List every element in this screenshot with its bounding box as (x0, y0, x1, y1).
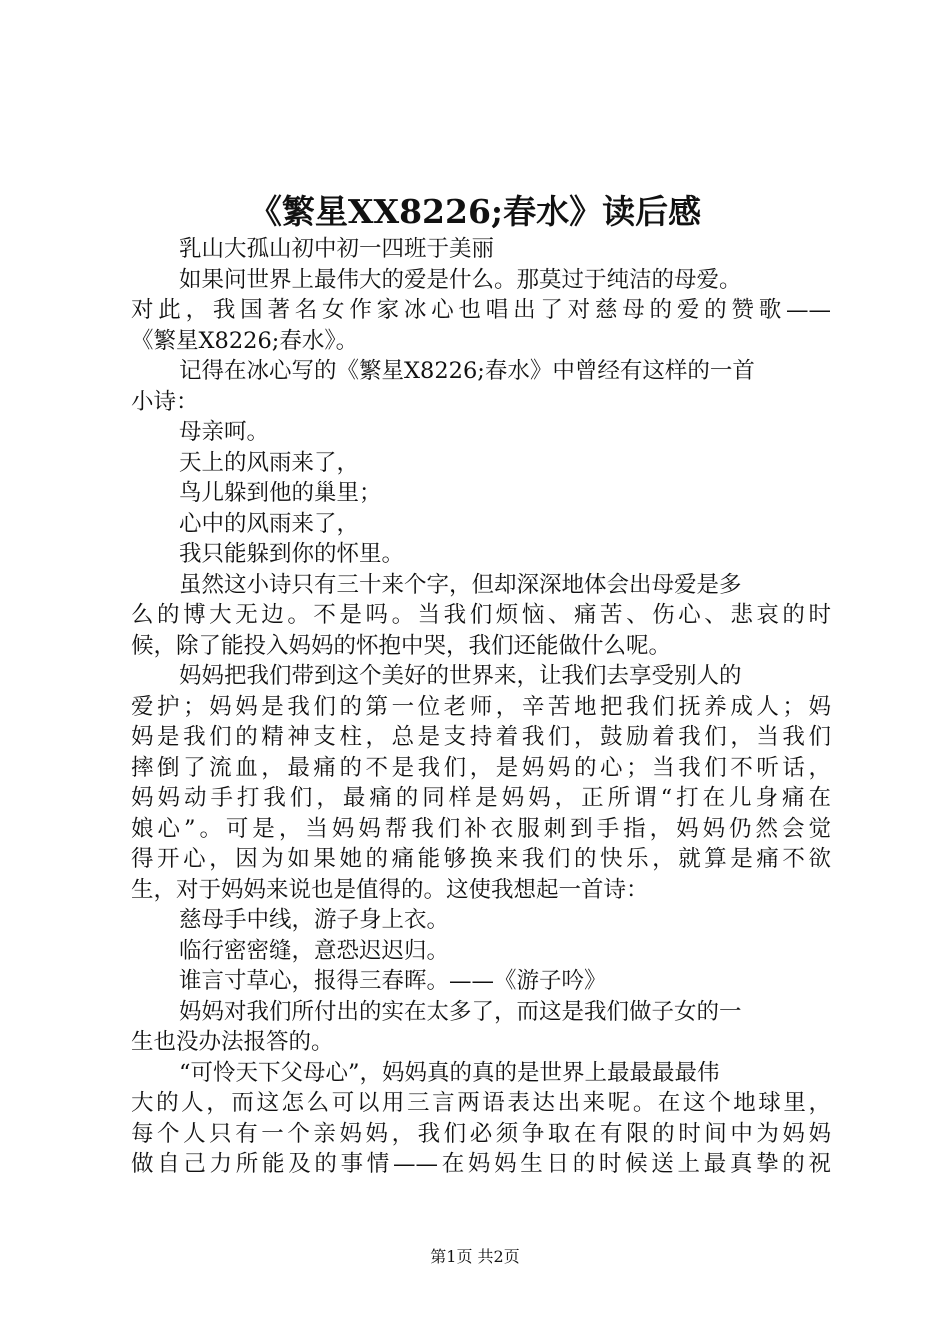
paragraph-line: 记得在冰心写的《繁星X8226;春水》中曾经有这样的一首 (179, 358, 755, 384)
paragraph-line: 每个人只有一个亲妈妈，我们必须争取在有限的时间中为妈妈 (131, 1120, 831, 1147)
paragraph-line: 妈妈把我们带到这个美好的世界来，让我们去享受别人的 (179, 663, 742, 689)
paragraph-line: 虽然这小诗只有三十来个字，但却深深地体会出母爱是多 (179, 571, 742, 598)
paragraph-line: 大的人，而这怎么可以用三言两语表达出来呢。在这个地球里， (131, 1090, 831, 1116)
paragraph-line: 妈是我们的精神支柱，总是支持着我们，鼓励着我们，当我们 (131, 724, 831, 750)
poem-line: 母亲呵。 (179, 419, 270, 445)
paragraph-line: 对此，我国著名女作家冰心也唱出了对慈母的爱的赞歌—— (131, 297, 831, 323)
paragraph-line: 小诗： (131, 388, 199, 415)
document-title: 《繁星XX8226;春水》读后感 (248, 192, 702, 231)
poem-line: 鸟儿躲到他的巢里； (179, 480, 382, 506)
paragraph-line: 候，除了能投入妈妈的怀抱中哭，我们还能做什么呢。 (131, 632, 672, 659)
paragraph-line: 么的博大无边。不是吗。当我们烦恼、痛苦、伤心、悲哀的时 (131, 602, 831, 628)
author-line: 乳山大孤山初中初一四班于美丽 (179, 236, 495, 262)
paragraph-line: 娘心”。可是，当妈妈帮我们补衣服刺到手指，妈妈仍然会觉 (131, 815, 831, 842)
paragraph-line: 《繁星X8226;春水》。 (131, 327, 359, 354)
poem-line: 谁言寸草心，报得三春晖。——《游子吟》 (179, 968, 607, 994)
paragraph-line: 得开心，因为如果她的痛能够换来我们的快乐，就算是痛不欲 (131, 846, 831, 872)
page-number-footer: 第1页 共2页 (430, 1247, 520, 1266)
poem-line: 天上的风雨来了， (179, 449, 360, 476)
document-body (131, 234, 831, 1180)
paragraph-line: 生也没办法报答的。 (131, 1029, 334, 1055)
paragraph-line: 如果问世界上最伟大的爱是什么。那莫过于纯洁的母爱。 (179, 266, 742, 293)
paragraph-line: “可怜天下父母心”，妈妈真的真的是世界上最最最最伟 (179, 1059, 720, 1086)
paragraph-line: 妈妈对我们所付出的实在太多了，而这是我们做子女的一 (179, 998, 742, 1025)
poem-line: 临行密密缝，意恐迟迟归。 (179, 937, 450, 964)
poem-line: 心中的风雨来了， (179, 510, 360, 537)
paragraph-line: 生，对于妈妈来说也是值得的。这使我想起一首诗： (131, 876, 649, 903)
paragraph-line: 做自己力所能及的事情——在妈妈生日的时候送上最真挚的祝 (131, 1151, 831, 1177)
paragraph-line: 妈妈动手打我们，最痛的同样是妈妈，正所谓“打在儿身痛在 (131, 785, 831, 811)
poem-line: 我只能躲到你的怀里。 (179, 541, 405, 567)
paragraph-line: 摔倒了流血，最痛的不是我们，是妈妈的心；当我们不听话， (131, 754, 831, 781)
poem-line: 慈母手中线，游子身上衣。 (179, 907, 450, 933)
paragraph-line: 爱护；妈妈是我们的第一位老师，辛苦地把我们抚养成人；妈 (131, 693, 831, 720)
